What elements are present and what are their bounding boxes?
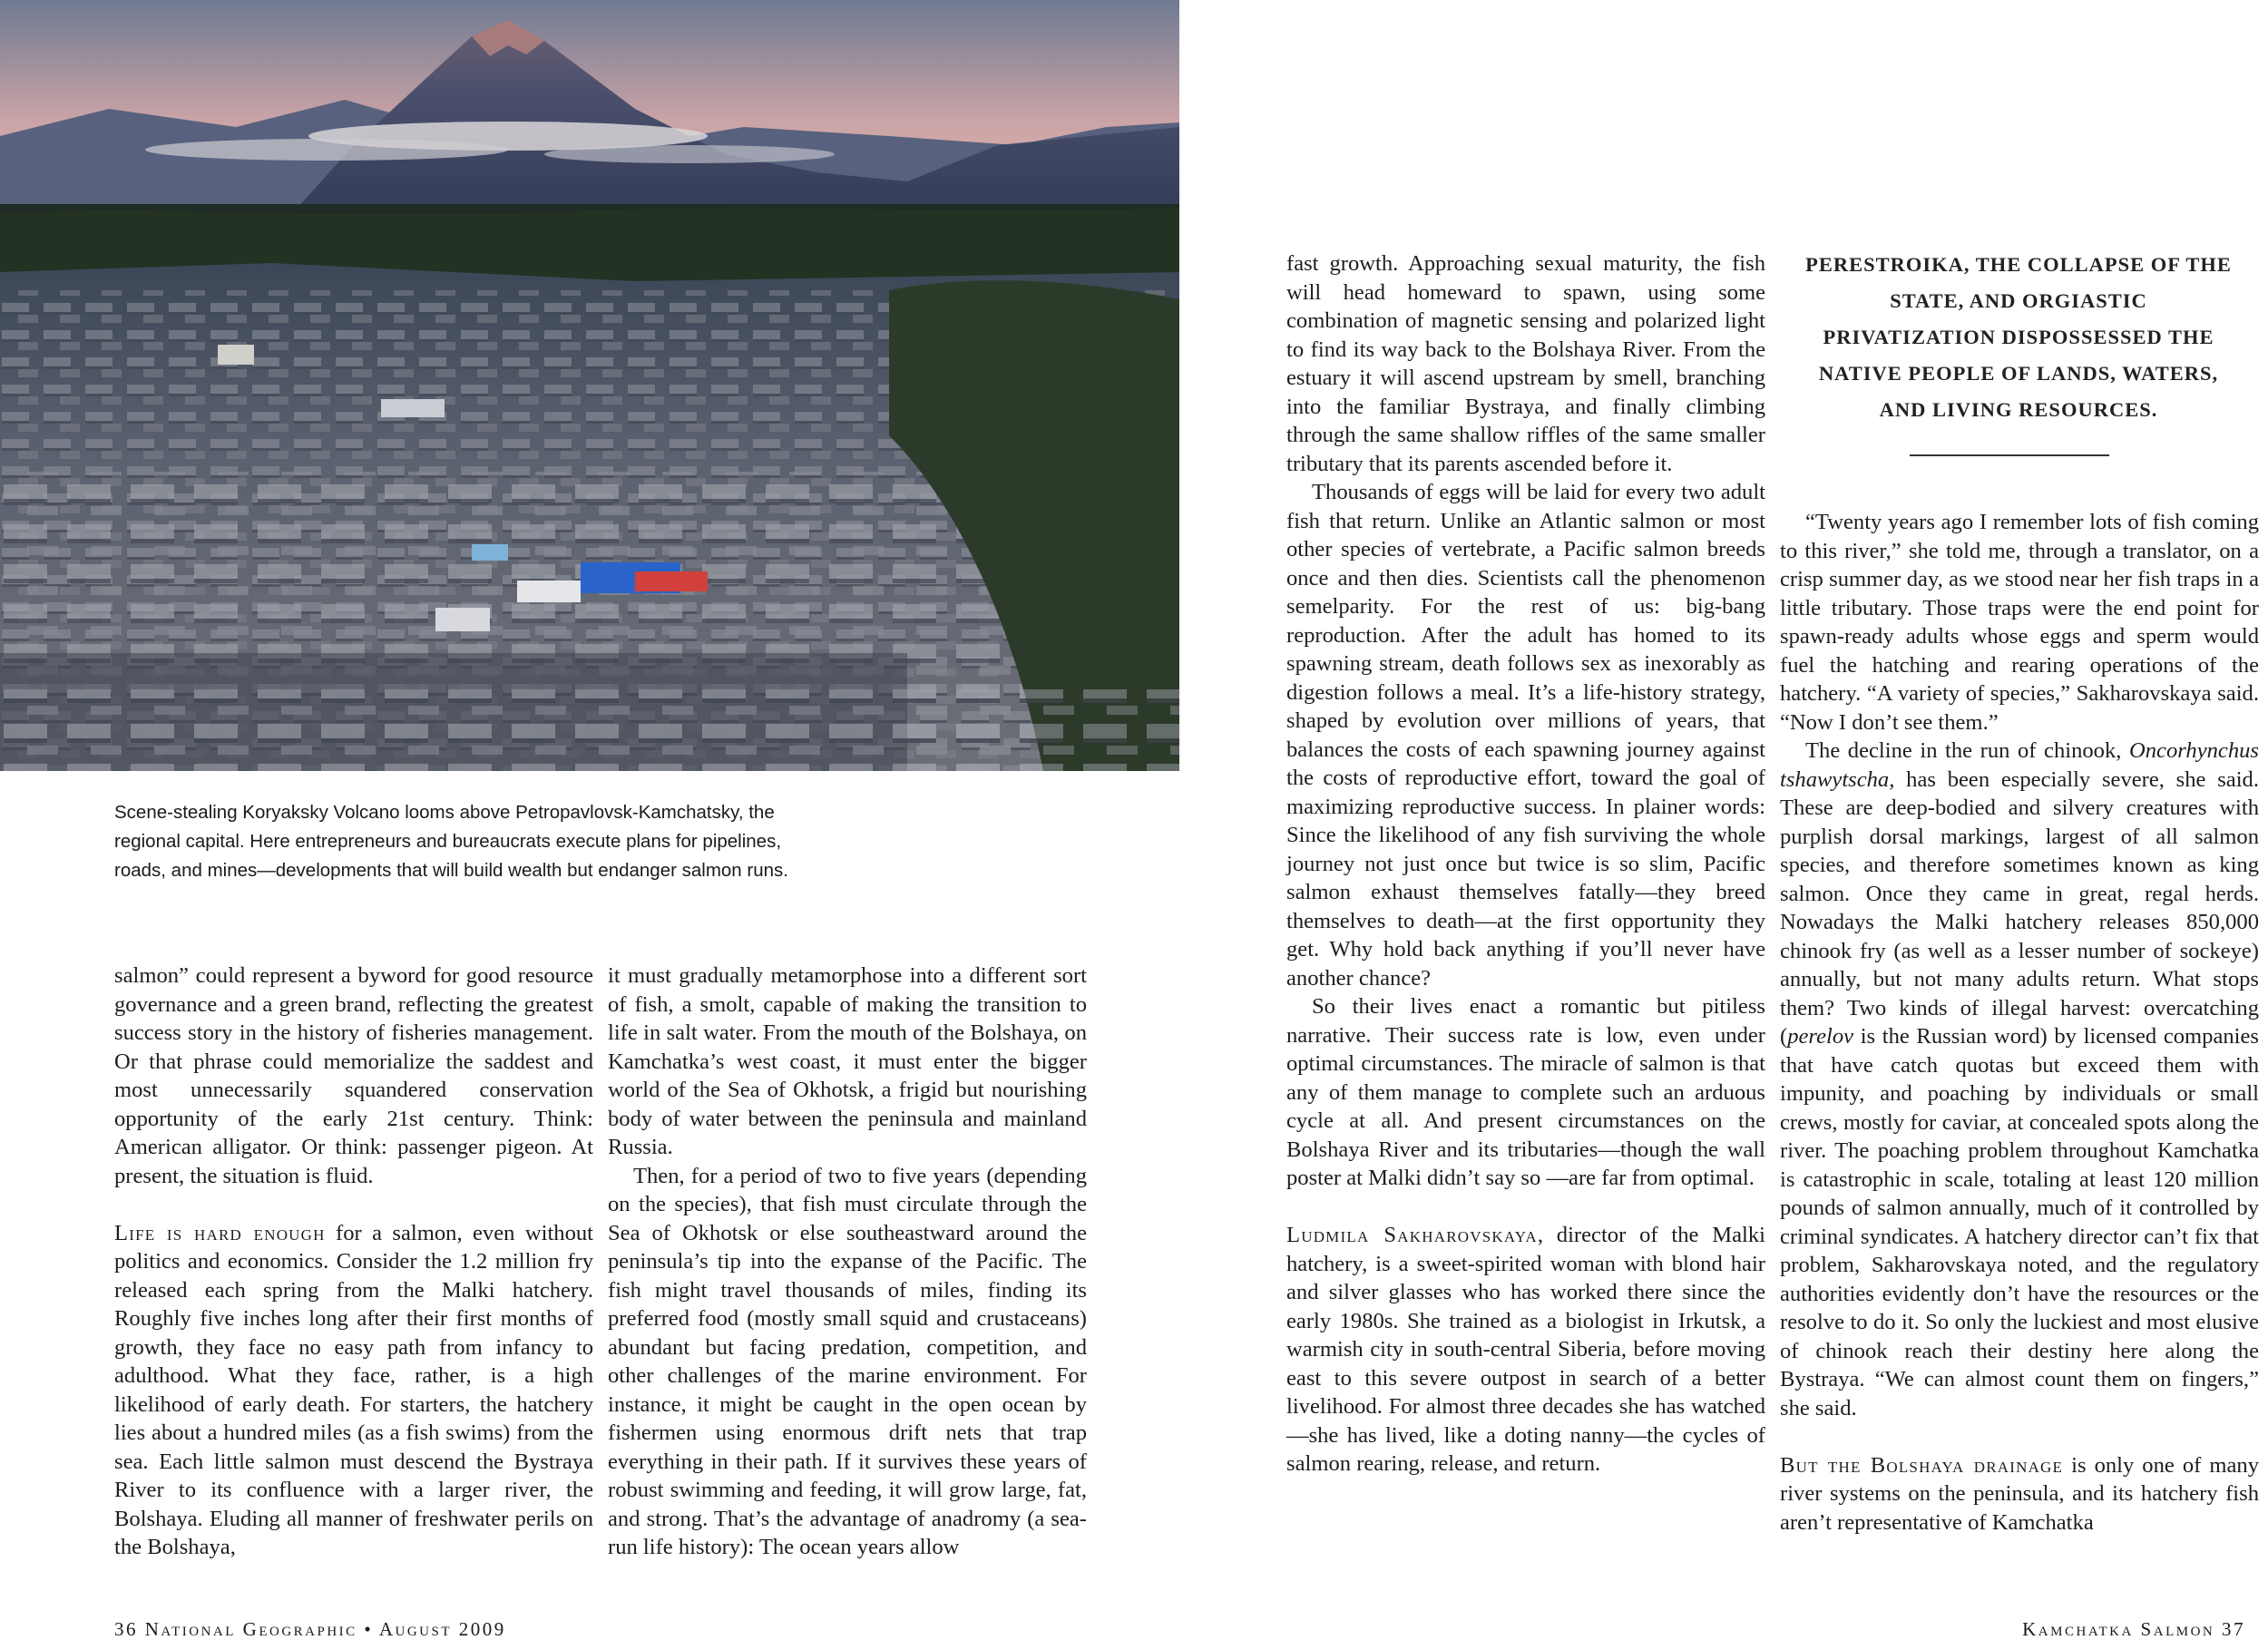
section-paragraph bbox=[114, 1219, 593, 1562]
section-paragraph bbox=[1780, 1451, 2259, 1538]
paragraph-body: for a salmon, even without politics and economics. Consider the 1.2 million fry released each spring from the Malki hatchery. Roughly five inches long after their first months of growth, they face no easy path from infancy to adulthood. What they face, rather, is a high likelihood of early death. For starters, the hatchery lies about a hundred miles (as a fish swims) from the sea. Each little salmon must descend the Bystraya River to its confluence with a larger river, the Bolshaya. Eluding all manner of freshwater perils on the Bolshaya, bbox=[114, 1220, 594, 1559]
volcano-city-photo bbox=[0, 0, 1179, 771]
photo-illustration bbox=[0, 0, 1179, 771]
page-number: 36 bbox=[114, 1618, 138, 1640]
article-column-4 bbox=[1780, 508, 2259, 1537]
paragraph-body: The decline in the run of chinook, bbox=[1805, 738, 2129, 763]
paragraph-body: is only one of many river systems on the peninsula, and its hatchery fish aren’t representative of Kamchatka bbox=[1780, 1452, 2259, 1535]
article-column-2 bbox=[608, 962, 1087, 1562]
caption-line: regional capital. Here entrepreneurs and bureaucrats execute plans for pipelines, bbox=[114, 831, 782, 852]
paragraph: salmon” could represent a byword for good resource governance and a green brand, reflecting the greatest success story in the history of fisheries management. Or that phrase could memorialize the saddest and most unnecessarily squandered conservation opportunity of the early 21st century. Think: American alligator. Or think: passenger pigeon. At present, the situation is fluid. bbox=[114, 963, 593, 1188]
paragraph: Then, for a period of two to five years (depending on the species), that fish must circulate through the Sea of Okhotsk or else southeastward around the peninsula’s tip into the expanse of the Pacific. The fish might travel thousands of miles, finding its preferred food (mostly small squid and crustaceans) abundant but facing predation, competition, and other challenges of the marine environment. For instance, it might be caught in the open ocean by fishermen using enormous drift nets that trap everything in their path. If it survives these years of robust swimming and feeding, it will grow large, fat, and strong. That’s the advantage of anadromy (a sea-run life history): The ocean years allow bbox=[608, 1163, 1087, 1559]
folio-label: Kamchatka Salmon bbox=[2022, 1618, 2215, 1640]
paragraph: it must gradually metamorphose into a different sort of fish, a smolt, capable of making the transition to life in salt water. From the mouth of the Bolshaya, on Kamchatka’s west coast, it must enter the bigger world of the Sea of Okhotsk, a frigid but nourishing body of water between the peninsula and mainland Russia. bbox=[608, 963, 1087, 1159]
photo-caption bbox=[114, 798, 894, 885]
folio-label: National Geographic • August 2009 bbox=[144, 1618, 506, 1640]
caption-line: Scene-stealing Koryaksky Volcano looms above Petropavlovsk-Kamchatsky, the bbox=[114, 802, 775, 823]
section-paragraph bbox=[1286, 1221, 1765, 1479]
paragraph-body: is the Russian word) by licensed companies that have catch quotas but exceed them with impunity, and poaching by individuals or small crews, mostly for caviar, at concealed spots along the river. The poaching problem throughout Kamchatka is catastrophic in scale, totaling at least 120 million pounds of salmon annually, much of it controlled by criminal syndicates. A hatchery director can’t fix that problem, Sakharovskaya noted, and the regulatory authorities evidently don’t have the resources or the resolve to do it. So only the luckiest and most elusive of chinook reach their destiny here along the Bystraya. “We can almost count them on fingers,” she said. bbox=[1780, 1024, 2259, 1420]
species-name: Oncorhynchus tshawytscha, bbox=[1780, 738, 2259, 792]
paragraph bbox=[1780, 737, 2259, 1422]
paragraph: So their lives enact a romantic but pitiless narrative. Their success rate is low, even under optimal circumstances. The miracle of salmon is that any of them manage to complete such an arduous cycle at all. And present circumstances on the Bolshaya River and its tributaries—though the wall poster at Malki didn’t say so —are far from optimal. bbox=[1286, 994, 1765, 1190]
paragraph: “Twenty years ago I remember lots of fish coming to this river,” she told me, through a translator, on a crisp summer day, as we stood near her fish traps in a little tributary. Those traps were the end point for spawn-ready adults whose eggs and sperm would fuel the hatching and rearing operations of the hatchery. “A variety of species,” Sakharovskaya said. “Now I don’t see them.” bbox=[1780, 510, 2259, 735]
paragraph: fast growth. Approaching sexual maturity, the fish will head homeward to spawn, using some combination of magnetic sensing and polarized light to find its way back to the Bolshaya River. From the estuary it will ascend upstream by smell, branching into the familiar Bystraya, and finally climbing through the same shallow riffles of the same smaller tributary that its parents ascended before it. bbox=[1286, 251, 1765, 476]
caption-line: roads, and mines—developments that will build wealth but endanger salmon runs. bbox=[114, 860, 788, 881]
russian-word: perelov bbox=[1787, 1024, 1854, 1049]
lead-in: But the Bolshaya drainage bbox=[1780, 1452, 2064, 1478]
paragraph-body: , director of the Malki hatchery, is a sweet-spirited woman with blond hair and silver glasses who has worked there since the early 1980s. She trained as a biologist in Irkutsk, a warmish city in south-central Siberia, before moving east to this severe outpost in search of a better livelihood. For almost three decades she has watched—she has lived, like a doting nanny—the cycles of salmon rearing, release, and return. bbox=[1286, 1223, 1765, 1476]
pull-quote: PERESTROIKA, THE COLLAPSE OF THE STATE, AND ORGIASTIC PRIVATIZATION DISPOSSESSED THE NATIVE PEOPLE OF LANDS, WATERS, AND LIVING RESOURCES. bbox=[1805, 253, 2232, 421]
paragraph: Thousands of eggs will be laid for every two adult fish that return. Unlike an Atlantic salmon or most other species of vertebrate, a Pacific salmon breeds once and then dies. Scientists call the phenomenon semelparity. For the rest of us: big-bang reproduction. After the adult has homed to its spawning stream, death follows sex as inexorably as digestion follows a meal. It’s a life-history strategy, shaped by evolution over millions of years, that balances the costs of each spawning journey against the costs of reproductive effort, toward the goal of maximizing reproductive success. In plainer words: Since the likelihood of any fish surviving the whole journey not just once but twice is so slim, Pacific salmon exhaust themselves fatally—they breed themselves to death—at the first opportunity they get. Why hold back anything if you’ll never have another chance? bbox=[1286, 480, 1765, 991]
paragraph-body: has been especially severe, she said. These are deep-bodied and silvery creatures with purplish dorsal markings, largest of all salmon species, and therefore sometimes known as king salmon. Once they came in great, regal herds. Nowadays the Malki hatchery releases 850,000 chinook fry (as well as a lesser number of sockeye) annually, but not many adults return. What stops them? Two kinds of illegal harvest: overcatching ( bbox=[1780, 766, 2259, 1049]
lead-in: Life is hard enough bbox=[114, 1220, 326, 1245]
page-number: 37 bbox=[2222, 1618, 2245, 1640]
lead-in: Ludmila Sakharovskaya bbox=[1286, 1223, 1538, 1247]
article-column-3 bbox=[1286, 249, 1765, 1479]
pull-quote-rule bbox=[1910, 454, 2109, 456]
article-column-1 bbox=[114, 962, 593, 1562]
